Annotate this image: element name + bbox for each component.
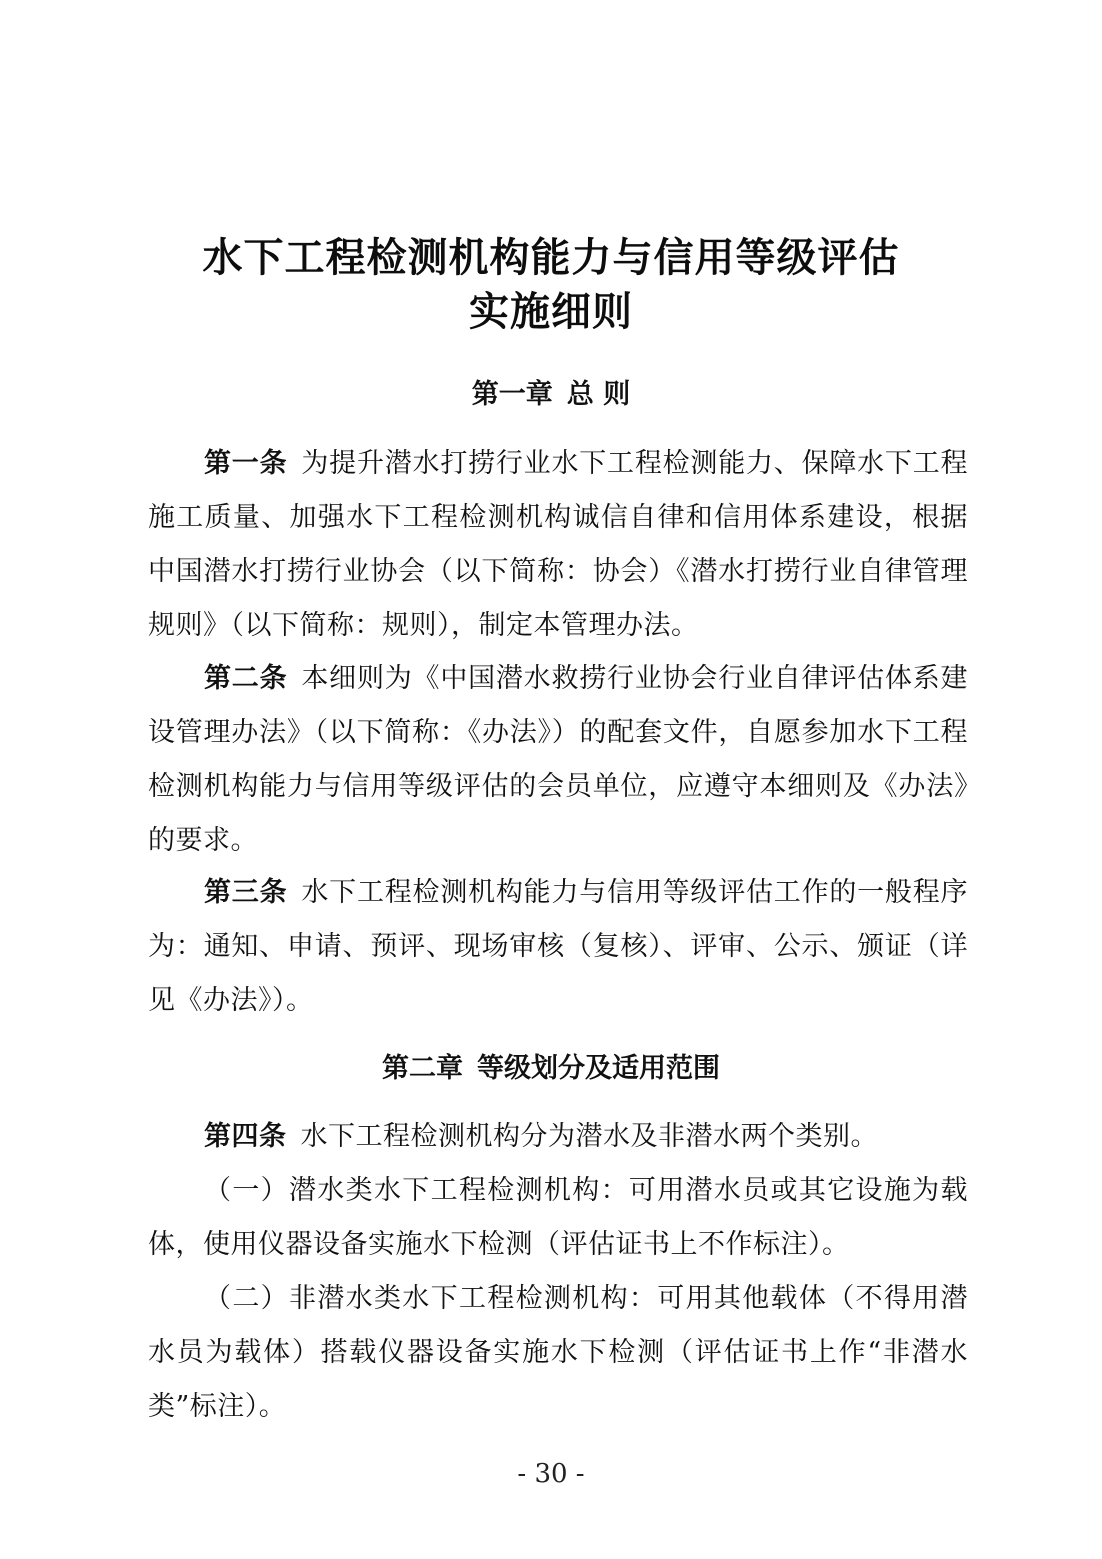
article-3-label: 第三条 [204, 877, 288, 908]
article-4-text: 水下工程检测机构分为潜水及非潜水两个类别。 [300, 1121, 878, 1152]
chapter-1-label: 第一章 [471, 379, 553, 410]
article-2-text: 本细则为《中国潜水救捞行业协会行业自律评估体系建设管理办法》（以下简称：《办法》）的配套文件，自愿参加水下工程检测机构能力与信用等级评估的会员单位，应遵守本细则及《办法》的要求。 [148, 663, 969, 856]
article-2 [148, 652, 968, 868]
article-4 [148, 1110, 968, 1164]
chapter-2-label: 第二章 [382, 1053, 463, 1084]
article-3 [148, 866, 968, 1028]
article-4-item-2: （二）非潜水类水下工程检测机构：可用其他载体（不得用潜水员为载体）搭载仪器设备实施水下检测（评估证书上作“非潜水类”标注）。 [148, 1283, 968, 1422]
chapter-1-heading [0, 378, 1102, 412]
document-title-line-2: 实施细则 [469, 289, 633, 335]
document-title-line-1: 水下工程检测机构能力与信用等级评估 [202, 235, 900, 281]
article-1-text: 为提升潜水打捞行业水下工程检测能力、保障水下工程施工质量、加强水下工程检测机构诚信自律和信用体系建设，根据中国潜水打捞行业协会（以下简称：协会）《潜水打捞行业自律管理规则》（以下简称：规则），制定本管理办法。 [148, 448, 969, 641]
article-3-text: 水下工程检测机构能力与信用等级评估工作的一般程序为：通知、申请、预评、现场审核（复核）、评审、公示、颁证（详见《办法》）。 [148, 877, 969, 1016]
article-4-label: 第四条 [204, 1121, 287, 1152]
article-1-label: 第一条 [204, 448, 288, 479]
article-2-label: 第二条 [204, 663, 288, 694]
chapter-2-heading [0, 1052, 1102, 1086]
article-4-item-1: （一）潜水类水下工程检测机构：可用潜水员或其它设施为载体，使用仪器设备实施水下检测（评估证书上不作标注）。 [148, 1175, 968, 1260]
chapter-1-name: 总 则 [566, 379, 631, 410]
chapter-2-name: 等级划分及适用范围 [477, 1053, 720, 1084]
page-number: - 30 - [517, 1459, 585, 1489]
article-1 [148, 437, 968, 653]
